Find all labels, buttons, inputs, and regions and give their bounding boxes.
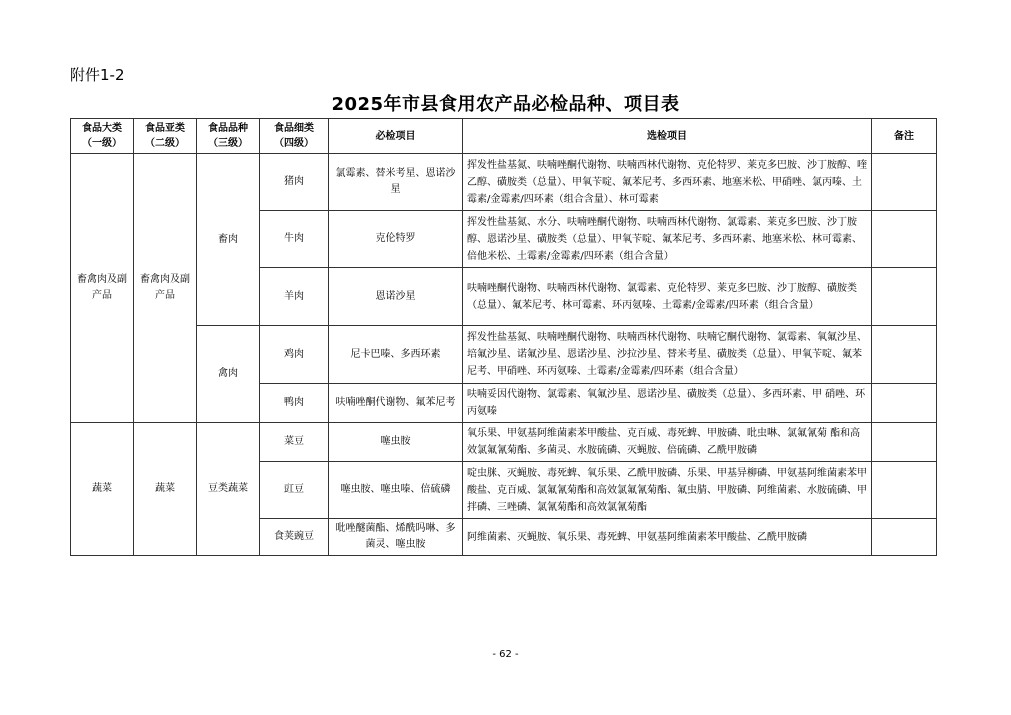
required-items: 克伦特罗 [329,211,463,268]
notes-cell [872,326,937,384]
optional-items: 挥发性盐基氮、呋喃唑酮代谢物、呋喃西林代谢物、呋喃它酮代谢物、氯霉素、氧氟沙星、培氟沙星、诺氟沙星、恩诺沙星、沙拉沙星、替米考星、磺胺类（总量）、甲氧苄啶、氟苯尼考、甲硝唑、环丙氨嗪、土霉素/金霉素/四环素（组合含量） [463,326,872,384]
header-cat3: 食品品种 （三级） [197,119,260,154]
optional-items: 挥发性盐基氮、水分、呋喃唑酮代谢物、呋喃西林代谢物、氯霉素、莱克多巴胺、沙丁胺醇、恩诺沙星、磺胺类（总量）、甲氧苄啶、氟苯尼考、多西环素、地塞米松、林可霉素、倍他米松、土霉素/金霉素/四环素（组合含量） [463,211,872,268]
required-items: 恩诺沙星 [329,268,463,326]
required-items: 呋喃唑酮代谢物、氟苯尼考 [329,384,463,423]
optional-items: 呋喃妥因代谢物、氯霉素、氧氟沙星、恩诺沙星、磺胺类（总量）、多西环素、甲 硝唑、环丙氨嗪 [463,384,872,423]
required-items: 噻虫胺 [329,423,463,462]
header-row [71,119,937,154]
cat2-livestock: 畜禽肉及副产品 [134,154,197,423]
attachment-label: 附件1-2 [70,66,125,84]
header-cat1: 食品大类 （一级） [71,119,134,154]
cat3-meat: 畜肉 [197,154,260,326]
required-items: 尼卡巴嗪、多西环素 [329,326,463,384]
header-optional: 选检项目 [463,119,872,154]
optional-items: 啶虫脒、灭蝇胺、毒死蜱、氧乐果、乙酰甲胺磷、乐果、甲基异柳磷、甲氨基阿维菌素苯甲酸盐、克百威、氯氟氰菊酯和高效氯氟氰菊酯、氟虫腈、甲胺磷、阿维菌素、水胺硫磷、甲拌磷、三唑磷、氯氰菊酯和高效氯氰菊酯 [463,462,872,519]
header-cat4: 食品细类 （四级） [260,119,329,154]
cat2-vegetable: 蔬菜 [134,423,197,556]
cat4-name: 鸡肉 [260,326,329,384]
cat4-name: 鸭肉 [260,384,329,423]
page-number: - 62 - [492,649,519,660]
table-row [71,154,937,211]
cat4-name: 豇豆 [260,462,329,519]
page-title: 2025年市县食用农产品必检品种、项目表 [331,94,680,115]
cat1-vegetable: 蔬菜 [71,423,134,556]
notes-cell [872,462,937,519]
required-items: 氯霉素、替米考星、恩诺沙星 [329,154,463,211]
table-row [71,326,937,384]
table-row [71,423,937,462]
notes-cell [872,268,937,326]
optional-items: 挥发性盐基氮、呋喃唑酮代谢物、呋喃西林代谢物、克伦特罗、莱克多巴胺、沙丁胺醇、喹乙醇、磺胺类（总量）、甲氧苄啶、氟苯尼考、多西环素、地塞米松、甲硝唑、氯丙嗪、土霉素/金霉素/四环素（组合含量）、林可霉素 [463,154,872,211]
notes-cell [872,154,937,211]
header-notes: 备注 [872,119,937,154]
cat3-legume: 豆类蔬菜 [197,423,260,556]
cat4-name: 猪肉 [260,154,329,211]
inspection-table [70,118,937,556]
cat4-name: 食荚豌豆 [260,519,329,556]
notes-cell [872,211,937,268]
header-required: 必检项目 [329,119,463,154]
notes-cell [872,384,937,423]
cat1-livestock: 畜禽肉及副产品 [71,154,134,423]
notes-cell [872,423,937,462]
cat4-name: 羊肉 [260,268,329,326]
cat4-name: 菜豆 [260,423,329,462]
optional-items: 呋喃唑酮代谢物、呋喃西林代谢物、氯霉素、克伦特罗、莱克多巴胺、沙丁胺醇、磺胺类（总量）、氟苯尼考、林可霉素、环丙氨嗪、土霉素/金霉素/四环素（组合含量） [463,268,872,326]
notes-cell [872,519,937,556]
cat3-poultry: 禽肉 [197,326,260,423]
cat4-name: 牛肉 [260,211,329,268]
optional-items: 氧乐果、甲氨基阿维菌素苯甲酸盐、克百威、毒死蜱、甲胺磷、吡虫啉、氯氟氰菊 酯和高效氯氟氰菊酯、多菌灵、水胺硫磷、灭蝇胺、倍硫磷、乙酰甲胺磷 [463,423,872,462]
required-items: 噻虫胺、噻虫嗪、倍硫磷 [329,462,463,519]
optional-items: 阿维菌素、灭蝇胺、氧乐果、毒死蜱、甲氨基阿维菌素苯甲酸盐、乙酰甲胺磷 [463,519,872,556]
header-cat2: 食品亚类 （二级） [134,119,197,154]
required-items: 吡唑醚菌酯、烯酰吗啉、多菌灵、噻虫胺 [329,519,463,556]
